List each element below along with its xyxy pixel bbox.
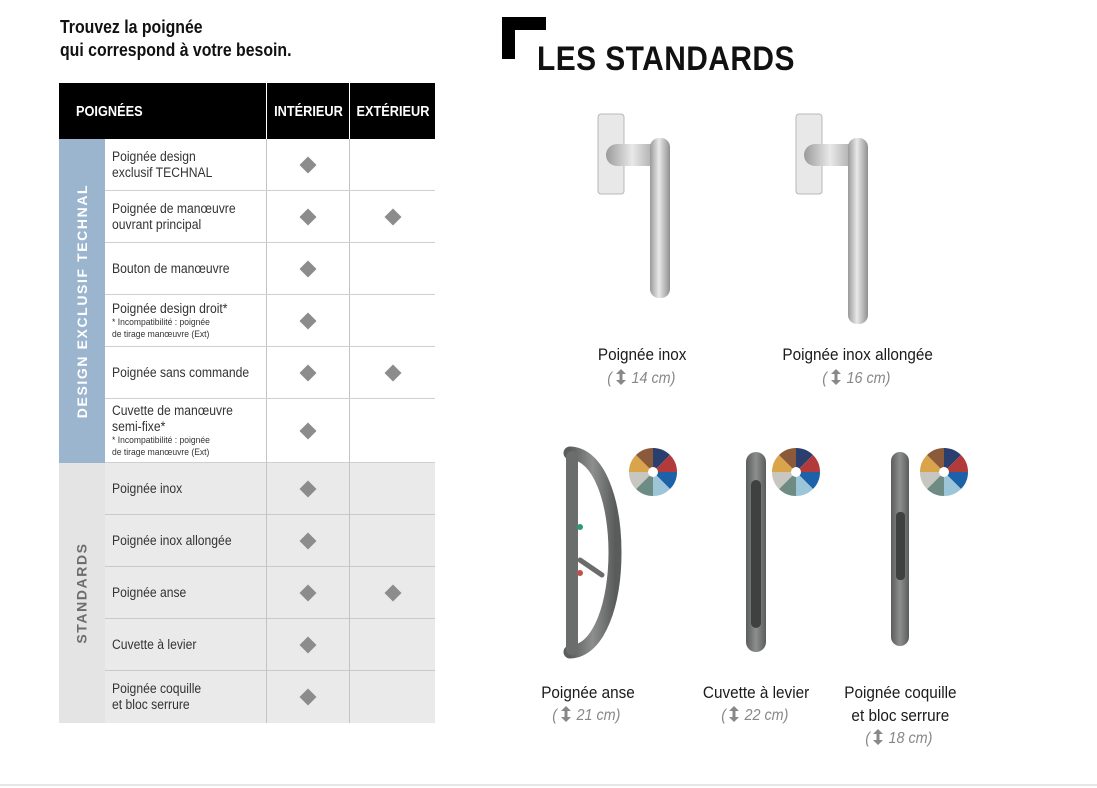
row-name: Poignée anse [112,584,187,600]
table-row [105,671,435,723]
diamond-icon [300,584,317,601]
row-name: semi-fixe* [112,418,166,434]
product-name: Poignée inox [598,345,687,364]
row-name: Poignée coquille [112,681,202,696]
product-dimension: ( 21 cm) [552,707,621,724]
height-arrow-icon [872,728,884,746]
table-row [105,567,435,619]
row-name: et bloc serrure [112,697,190,712]
section-heading: LES STANDARDS [537,40,795,78]
diamond-icon [384,584,401,601]
product-dimension: ( 18 cm) [865,730,933,747]
height-arrow-icon [728,705,740,723]
handles-table [59,83,435,723]
height-arrow-icon [560,705,572,723]
row-name: Poignée sans commande [112,364,250,380]
diamond-icon [300,636,317,653]
row-note: * Incompatibilité : poignée [112,316,210,328]
table-row [105,243,435,295]
product-name: Poignée coquille et bloc serrure [843,683,957,725]
row-name: Cuvette de manœuvre [112,402,233,418]
table-row [105,463,435,515]
header-exterior: EXTÉRIEUR [356,102,429,120]
product-dimension: ( 16 cm) [822,370,891,387]
group-label-standards: STANDARDS [74,542,91,644]
diamond-icon [300,364,317,381]
intro-line-2: qui correspond à votre besoin. [60,40,292,60]
handle-cuvette-image [742,450,772,656]
row-note: de tirage manœuvre (Ext) [112,446,210,458]
table-row [105,139,435,191]
row-name: Poignée design droit* [112,300,228,316]
row-name: ouvrant principal [112,216,202,232]
product-name: Poignée inox allongée [782,345,933,364]
row-name: Bouton de manœuvre [112,260,230,276]
product-name: Poignée anse [540,683,635,702]
diamond-icon [300,312,317,329]
row-note: * Incompatibilité : poignée [112,434,210,446]
page-divider [0,784,1097,786]
table-row [105,347,435,399]
row-name: Cuvette à levier [112,636,197,652]
height-arrow-icon [830,368,842,386]
row-note: de tirage manœuvre (Ext) [112,328,210,340]
handle-coquille-image [887,450,917,650]
color-swatch-fan-icon [918,446,970,498]
product-dimension: ( 22 cm) [721,707,789,724]
diamond-icon [300,260,317,277]
diamond-icon [300,689,317,706]
table-row [105,191,435,243]
color-swatch-fan-icon [770,446,822,498]
height-arrow-icon [615,368,627,386]
diamond-icon [384,208,401,225]
row-name: Poignée inox [112,480,183,496]
product-dimension: ( 14 cm) [607,370,676,387]
table-row [105,295,435,347]
intro-text [60,16,291,62]
row-name: Poignée de manœuvre [112,200,236,216]
product-name: Cuvette à levier [702,683,810,702]
row-name: Poignée design [112,148,196,164]
diamond-icon [384,364,401,381]
diamond-icon [300,532,317,549]
diamond-icon [300,208,317,225]
table-row [105,399,435,463]
group-label-design: DESIGN EXCLUSIF TECHNAL [74,183,90,419]
header-interior: INTÉRIEUR [274,102,343,120]
table-row [105,515,435,567]
intro-line-1: Trouvez la poignée [60,17,203,37]
handle-inox-long-image [790,108,880,328]
diamond-icon [300,156,317,173]
handle-inox-image [592,108,682,308]
row-name: exclusif TECHNAL [112,164,213,180]
table-row [105,619,435,671]
diamond-icon [300,480,317,497]
diamond-icon [300,422,317,439]
handle-anse-image [560,445,630,660]
header-handles: POIGNÉES [76,102,143,120]
row-name: Poignée inox allongée [112,532,232,548]
color-swatch-fan-icon [627,446,679,498]
table-header [59,83,435,139]
